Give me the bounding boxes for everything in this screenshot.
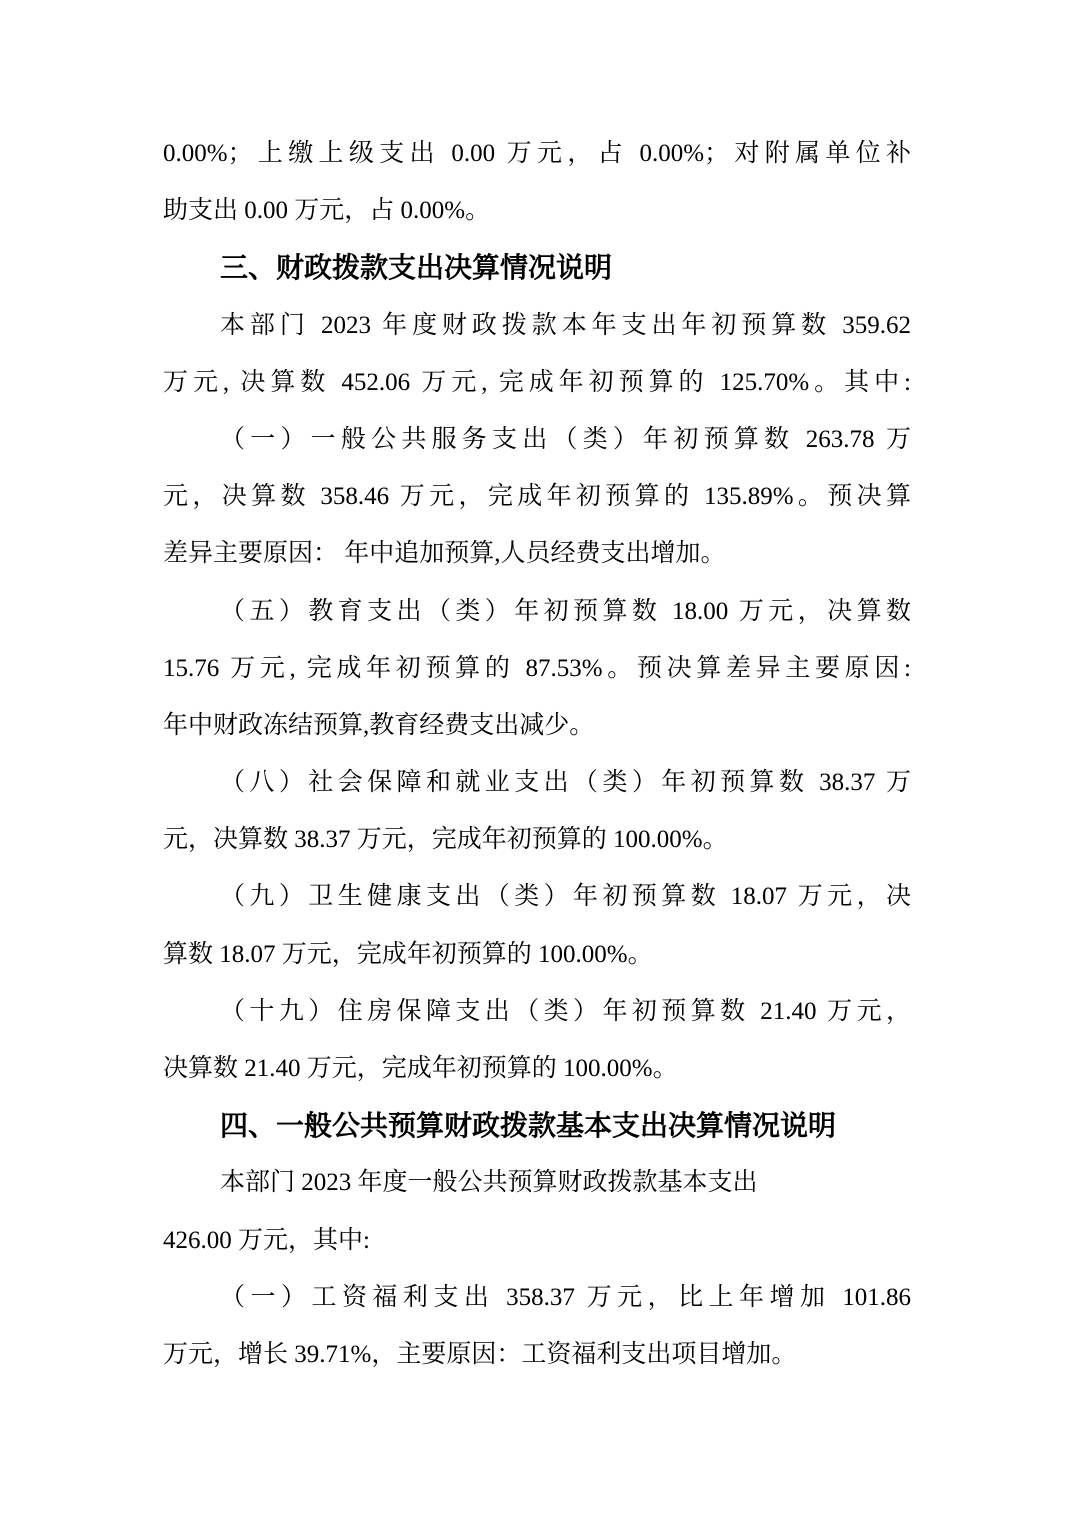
text-line: 本部门 2023 年度财政拨款本年支出年初预算数 359.62 <box>220 311 911 339</box>
text-line: （一）一般公共服务支出（类）年初预算数 263.78 万 <box>220 425 911 453</box>
text-line: 元，决算数 38.37 万元，完成年初预算的 100.00%。 <box>163 826 728 854</box>
text-line: 助支出 0.00 万元，占 0.00%。 <box>163 197 491 225</box>
text-line: （九）卫生健康支出（类）年初预算数 18.07 万元，决 <box>220 883 911 911</box>
text-line: 算数 18.07 万元，完成年初预算的 100.00%。 <box>163 940 653 968</box>
text-line: 本部门 2023 年度一般公共预算财政拨款基本支出 <box>220 1169 758 1197</box>
text-line: 万元, 决算数 452.06 万元, 完成年初预算的 125.70%。其中: <box>163 368 911 396</box>
text-line: 决算数 21.40 万元，完成年初预算的 100.00%。 <box>163 1055 678 1082</box>
text-line: 万元，增长 39.71%，主要原因：工资福利支出项目增加。 <box>163 1340 797 1368</box>
section-heading-4: 四、一般公共预算财政拨款基本支出决算情况说明 <box>220 1110 837 1142</box>
text-line: （五）教育支出（类）年初预算数 18.00 万元，决算数 <box>220 597 911 625</box>
text-line: 426.00 万元，其中: <box>163 1226 370 1254</box>
text-line: 0.00%；上缴上级支出 0.00 万元，占 0.00%；对附属单位补 <box>163 140 911 167</box>
text-line: （十九）住房保障支出（类）年初预算数 21.40 万元， <box>220 997 911 1025</box>
text-line: 元，决算数 358.46 万元，完成年初预算的 135.89%。预决算 <box>163 483 911 511</box>
section-heading-3: 三、财政拨款支出决算情况说明 <box>220 252 613 284</box>
text-line: （八）社会保障和就业支出（类）年初预算数 38.37 万 <box>220 769 911 797</box>
text-line: （一）工资福利支出 358.37 万元，比上年增加 101.86 <box>220 1283 911 1311</box>
text-line: 15.76 万元, 完成年初预算的 87.53%。预决算差异主要原因: <box>163 654 911 682</box>
text-line: 年中财政冻结预算,教育经费支出减少。 <box>163 711 595 739</box>
text-line: 差异主要原因： 年中追加预算,人员经费支出增加。 <box>163 540 726 568</box>
document-body <box>163 125 911 1383</box>
